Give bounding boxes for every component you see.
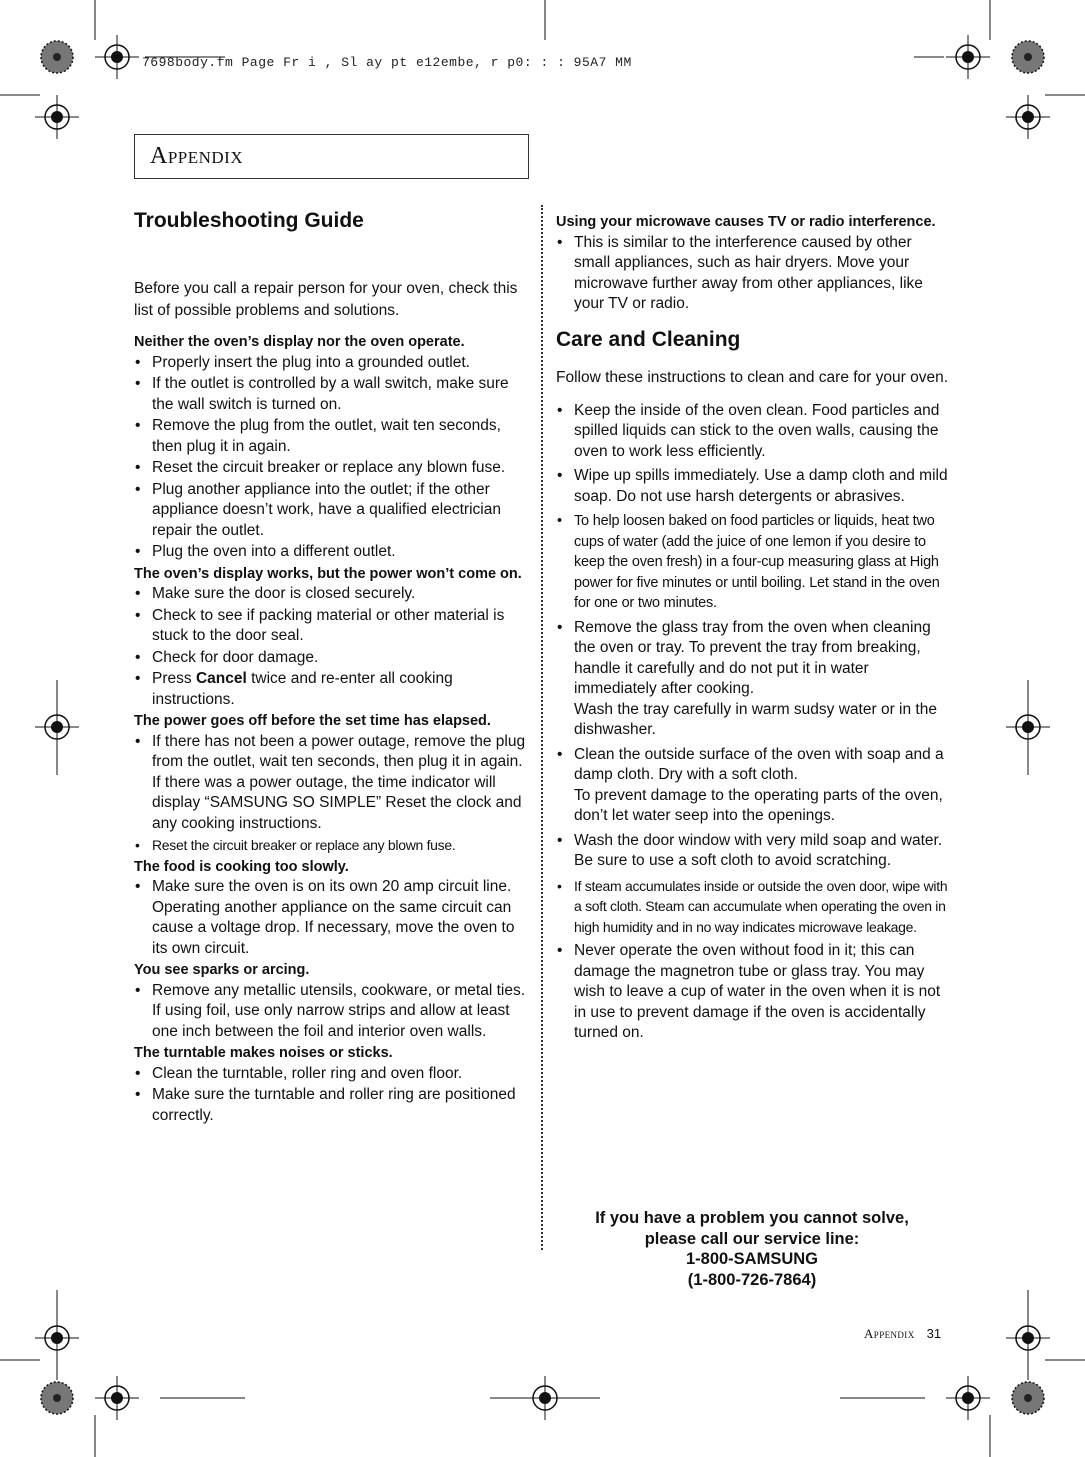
solution-list <box>134 1064 526 1127</box>
problem-title: The oven’s display works, but the power won’t come on. <box>134 565 522 582</box>
cancel-key-label: Cancel <box>195 670 247 687</box>
solution-list <box>134 877 526 959</box>
service-line-notice <box>556 1208 948 1290</box>
problem-title: The power goes off before the set time has elapsed. <box>134 713 491 729</box>
solution-list <box>134 353 526 563</box>
page-footer <box>864 1326 941 1342</box>
list-item: • Make sure the oven is on its own 20 amp circuit line. Operating another appliance on the same circuit can cause a voltage drop. If necessary, move the oven to its own circuit. <box>134 877 526 959</box>
service-phone: 1-800-SAMSUNG <box>685 1250 819 1268</box>
section-title: Appendix <box>150 143 244 169</box>
list-item: • Plug the oven into a different outlet. <box>134 542 526 563</box>
problem-title: The food is cooking too slowly. <box>134 858 349 875</box>
troubleshooting-intro: Before you call a repair person for your oven, check this list of possible problems and solutions. <box>134 280 518 319</box>
solution-list <box>134 584 526 710</box>
care-intro: Follow these instructions to clean and care for your oven. <box>556 368 949 386</box>
list-item: • Reset the circuit breaker or replace any blown fuse. <box>134 835 526 856</box>
list-item: • To help loosen baked on food particles or liquids, heat two cups of water (add the juice of one lemon if you desire to keep the oven fresh) in a four-cup measuring glass at High power for five minutes or until boiling. Let stand in the oven for one or two minutes. <box>556 511 948 614</box>
file-info-line: 7698body.fm Page Fr i , Sl ay pt e12embe, r p0: : : 95A7 MM <box>142 55 632 70</box>
list-item: • Remove the glass tray from the oven when cleaning the oven or tray. To prevent the tray from breaking, handle it carefully and do not put it in water immediately after cooking. Wash the tray carefully in warm sudsy water or in the dishwasher. <box>556 618 948 741</box>
list-item: • If steam accumulates inside or outside the oven door, wipe with a soft cloth. Steam can accumulate when operating the oven in high humidity and in no way indicates microwave leakage. <box>556 876 948 938</box>
list-item: • This is similar to the interference caused by other small appliances, such as hair dryers. Move your microwave further away from other appliances, like your TV or radio. <box>556 233 948 315</box>
list-item: • Clean the outside surface of the oven with soap and a damp cloth. Dry with a soft cloth. To prevent damage to the operating parts of the oven, don’t let water seep into the openings. <box>556 745 948 827</box>
problem-title: You see sparks or arcing. <box>134 962 310 978</box>
service-line-1: If you have a problem you cannot solve, <box>595 1209 909 1227</box>
list-item: • Check for door damage. <box>134 648 526 669</box>
list-item: • If the outlet is controlled by a wall switch, make sure the wall switch is turned on. <box>134 374 526 415</box>
service-phone-numeric: (1-800-726-7864) <box>687 1270 817 1289</box>
column-divider <box>541 205 543 1250</box>
problem-title: The turntable makes noises or sticks. <box>134 1045 393 1061</box>
solution-list <box>134 981 526 1043</box>
troubleshooting-column <box>134 208 526 1127</box>
care-column <box>556 212 948 1048</box>
list-item: • Wash the door window with very mild soap and water. Be sure to use a soft cloth to avoid scratching. <box>556 831 948 872</box>
list-item: • Clean the turntable, roller ring and oven floor. <box>134 1064 526 1085</box>
list-item: • Plug another appliance into the outlet; if the other appliance doesn’t work, have a qualified electrician repair the outlet. <box>134 480 526 542</box>
list-item: • Remove the plug from the outlet, wait ten seconds, then plug it in again. <box>134 416 526 457</box>
problem-title: Neither the oven’s display nor the oven operate. <box>134 334 465 350</box>
list-item: • Press Cancel twice and re-enter all cooking instructions. <box>134 669 526 710</box>
list-item: • Keep the inside of the oven clean. Food particles and spilled liquids can stick to the oven walls, causing the oven to work less efficiently. <box>556 401 948 463</box>
list-item: • Properly insert the plug into a grounded outlet. <box>134 353 526 374</box>
page-number: 31 <box>926 1326 942 1341</box>
solution-list <box>556 233 948 315</box>
list-item: • Make sure the door is closed securely. <box>134 584 526 605</box>
problem-title: Using your microwave causes TV or radio interference. <box>556 214 936 230</box>
list-item: • If there has not been a power outage, remove the plug from the outlet, wait ten seconds, then plug it in again. If there was a power outage, the time indicator will display “SAMSUNG SO SIMPLE” Reset the clock and any cooking instructions. <box>134 732 526 835</box>
care-list <box>556 401 948 1044</box>
footer-section: Appendix <box>864 1326 915 1341</box>
solution-list <box>134 732 526 856</box>
list-item: • Remove any metallic utensils, cookware, or metal ties. If using foil, use only narrow strips and allow at least one inch between the foil and interior oven walls. <box>134 981 526 1043</box>
list-item: • Make sure the turntable and roller ring are positioned correctly. <box>134 1085 526 1126</box>
list-item: • Never operate the oven without food in it; this can damage the magnetron tube or glass tray. You may wish to leave a cup of water in the oven when it is not in use to prevent damage if the oven is accidentally turned on. <box>556 941 948 1044</box>
service-line-2: please call our service line: <box>644 1229 860 1248</box>
care-heading: Care and Cleaning <box>556 327 741 351</box>
troubleshooting-heading: Troubleshooting Guide <box>134 209 364 232</box>
list-item: • Check to see if packing material or other material is stuck to the door seal. <box>134 606 526 647</box>
list-item: • Reset the circuit breaker or replace any blown fuse. <box>134 458 526 479</box>
list-item: • Wipe up spills immediately. Use a damp cloth and mild soap. Do not use harsh detergents or abrasives. <box>556 466 948 507</box>
